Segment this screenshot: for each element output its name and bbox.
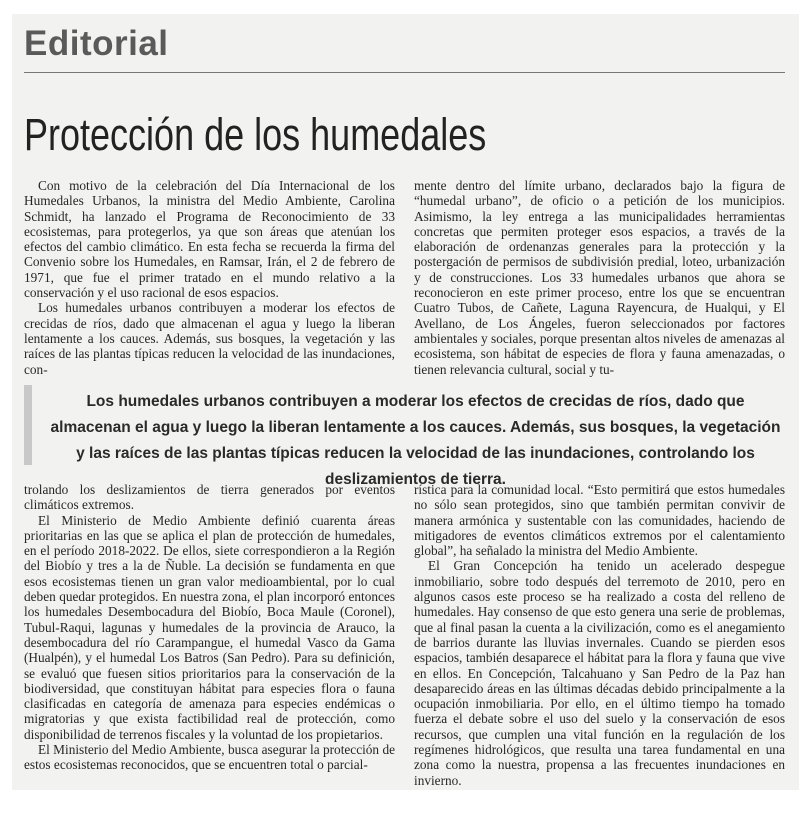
pull-quote-text: Los humedales urbanos contribuyen a moderar los efectos de crecidas de ríos, dado que almacenan el agua y luego la liberan lentamente a los cauces. Además, sus bosques, la vegetación y las raíces de las plantas típicas reducen la velocidad de las inundaciones, controlando los deslizamientos de tierra. — [50, 393, 781, 488]
paragraph: mente dentro del límite urbano, declarados bajo la figura de “humedal urbano”, de oficio o a petición de los municipios. Asimismo, la ley entrega a las municipalidades herramientas concretas que permiten proteger esos espacios, a través de la elaboración de ordenanzas generales para la protección y la postergación de permisos de subdivisión predial, loteo, urbanización y de construcciones. Los 33 humedales urbanos que ahora se reconocieron en este primer proceso, entre los que se encuentran Cuatro Tubos, de Cañete, Laguna Rayencura, de Hualqui, y El Avellano, de Los Ángeles, fueron seleccionados por factores ambientales y sociales, porque presentan altos niveles de amenazas al ecosistema, son hábitat de especies de flora y fauna amenazadas, o tienen relevancia cultural, social y tu- — [414, 178, 785, 377]
newspaper-page — [12, 14, 799, 790]
section-label: Editorial — [24, 24, 169, 63]
paragraph: Con motivo de la celebración del Día Internacional de los Humedales Urbanos, la ministra del Medio Ambiente, Carolina Schmidt, ha lanzado el Programa de Reconocimiento de 33 ecosistemas, para protegerlos, ya que son áreas que atenúan los efectos del cambio climático. En esta fecha se recuerda la firma del Convenio sobre los Humedales, en Ramsar, Irán, el 2 de febrero de 1971, que fue el primer tratado en el mundo relativo a la conservación y el uso racional de esos espacios. — [24, 178, 395, 301]
paragraph: trolando los deslizamientos de tierra generados por eventos climáticos extremos. — [24, 482, 395, 513]
paragraph: El Ministerio del Medio Ambiente, busca asegurar la protección de estos ecosistemas reconocidos, que se encuentren total o parcial- — [24, 742, 395, 773]
article-column-3 — [24, 482, 395, 773]
section-divider — [24, 72, 785, 73]
paragraph: El Ministerio de Medio Ambiente definió cuarenta áreas prioritarias en las que se aplica el plan de protección de humedales, en el período 2018-2022. De ellos, siete correspondieron a la Región del Biobío y tres a la de Ñuble. La decisión se fundamenta en que esos ecosistemas tienen un gran valor medioambiental, por lo cual deben quedar protegidos. En nuestra zona, el plan incorporó entonces los humedales Desembocadura del Biobío, Boca Maule (Coronel), Tubul-Raqui, lagunas y humedales de la provincia de Arauco, la desembocadura del río Carampangue, el humedal Vasco da Gama (Hualpén), y el humedal Los Batros (San Pedro). Para su definición, se evaluó que fuesen sitios prioritarios para la conservación de la biodiversidad, que constituyan hábitat para especies flora o fauna clasificadas en categoría de amenaza para especies endémicas o migratorias y que exista factibilidad real de protección, como disponibilidad de terrenos fiscales y la voluntad de los propietarios. — [24, 512, 395, 742]
pull-quote-bar — [24, 385, 32, 465]
paragraph: Los humedales urbanos contribuyen a moderar los efectos de crecidas de ríos, dado que almacenan el agua y luego la liberan lentamente a los cauces. Además, sus bosques, la vegetación y las raíces de las plantas típicas reducen la velocidad de las inundaciones, con- — [24, 300, 395, 377]
pull-quote — [24, 385, 785, 488]
headline: Protección de los humedales — [24, 109, 487, 160]
paragraph: El Gran Concepción ha tenido un acelerado despegue inmobiliario, sobre todo después del terremoto de 2010, pero en algunos casos este proceso se ha realizado a costa del relleno de humedales. Hay consenso de que esto genera una serie de problemas, que al final pasan la cuenta a la civilización, como es el anegamiento de barrios durante las lluvias invernales. Cuando se pierden esos espacios, también desaparece el hábitat para la flora y fauna que vive en ellos. En Concepción, Talcahuano y San Pedro de la Paz han desaparecido áreas en las últimas décadas debido principalmente a la ocupación inmobiliaria. Por ello, en el último tiempo ha tomado fuerza el debate sobre el uso del suelo y la conservación de esos recursos, que cumplen una vital función en la regulación de los regímenes hidrológicos, que resulta una tarea fundamental en una zona como la nuestra, propensa a las frecuentes inundaciones en invierno. — [414, 558, 785, 788]
article-column-4 — [414, 482, 785, 788]
paragraph: rística para la comunidad local. “Esto permitirá que estos humedales no sólo sean protegidos, sino que también permitan convivir de manera armónica y sustentable con las comunidades, haciendo de mitigadores de eventos climáticos extremos por el calentamiento global”, ha señalado la ministra del Medio Ambiente. — [414, 482, 785, 559]
article-column-1 — [24, 178, 395, 377]
article-column-2 — [414, 178, 785, 377]
